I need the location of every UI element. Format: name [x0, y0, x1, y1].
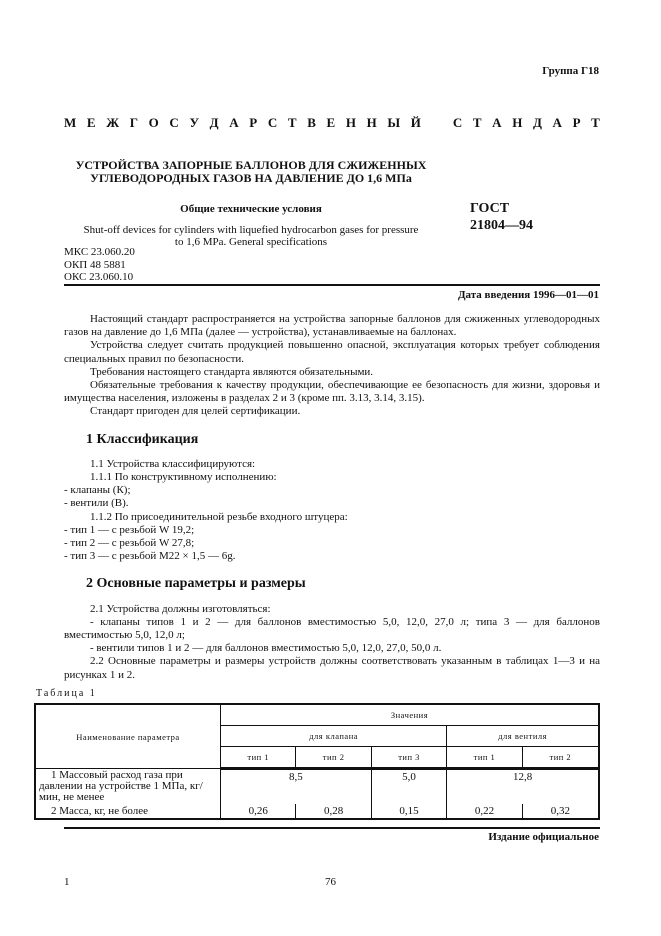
cell-value: 0,22 [447, 804, 522, 819]
table-label: Таблица 1 [36, 688, 97, 699]
oks-code: ОКС 23.060.10 [64, 271, 134, 283]
parameters-table [34, 703, 600, 820]
paragraph: Стандарт пригоден для целей сертификации. [90, 405, 301, 418]
banner-letter: Д [532, 115, 542, 130]
banner-letter: А [552, 115, 562, 130]
cell-value: 8,5 [221, 769, 372, 805]
values-header: Значения [221, 704, 600, 726]
banner-letter: В [307, 115, 316, 130]
classification-codes [64, 246, 135, 284]
list-item: - вентили типов 1 и 2 — для баллонов вместимостью 5,0, 12,0, 27,0, 50,0 л. [90, 642, 442, 655]
cell-value: 0,26 [221, 804, 296, 819]
banner-letter: Е [86, 115, 96, 130]
list-item: - тип 1 — с резьбой W 19,2; [64, 523, 195, 536]
footer-rule [64, 827, 600, 829]
banner-letter: Д [209, 115, 219, 130]
gost-number [470, 200, 533, 234]
paragraph: 1.1 Устройства классифицируются: [90, 457, 256, 470]
list-item: - тип 3 — с резьбой М22 × 1,5 — 6g. [64, 550, 236, 563]
banner-letter: Н [345, 115, 356, 130]
english-title [64, 224, 438, 248]
mks-code: МКС 23.060.20 [64, 246, 135, 258]
banner-letter: Т [472, 115, 482, 130]
banner-letter: Р [572, 115, 581, 130]
list-item: - вентили (В). [64, 497, 129, 510]
paragraph: 1.1.1 По конструктивному исполнению: [90, 471, 277, 484]
param-header: Наименование параметра [35, 704, 221, 769]
english-line: to 1,6 MPa. General specifications [174, 236, 328, 248]
edition-label: Издание официальное [488, 831, 599, 843]
banner-letter: Н [512, 115, 523, 130]
header-rule [64, 284, 600, 286]
banner-letter: Е [326, 115, 336, 130]
banner-letter: Г [129, 115, 139, 130]
section-heading: 2 Основные параметры и размеры [86, 576, 306, 592]
paragraph: Настоящий стандарт распространяется на устройства запорные баллонов для сжиженных углеводородных газов на давление до 1,6 МПа (далее — устройства), устанавливаемые на баллонах. [64, 313, 600, 339]
banner-letter: Н [366, 115, 377, 130]
banner-letter: А [492, 115, 502, 130]
cell-value: 0,15 [371, 804, 446, 819]
standard-banner [64, 115, 600, 131]
cell-value: 5,0 [371, 769, 446, 805]
page-number: 76 [325, 876, 336, 888]
banner-letter: Т [287, 115, 297, 130]
cell-value: 0,32 [522, 804, 599, 819]
group-code: Группа Г18 [542, 65, 599, 77]
paragraph: Устройства следует считать продукцией повышенно опасной, эксплуатация которых требует соблюдения специальных правил по безопасности. [64, 339, 600, 365]
title-line: УСТРОЙСТВА ЗАПОРНЫЕ БАЛЛОНОВ ДЛЯ СЖИЖЕННЫХ [75, 158, 427, 172]
document-title [64, 159, 438, 185]
type-header: тип 2 [296, 747, 371, 769]
list-item: - клапаны (К); [64, 484, 131, 497]
banner-letter: Й [410, 115, 421, 130]
cell-value: 0,28 [296, 804, 371, 819]
param-name: 1 Массовый расход газа при давлении на устройстве 1 МПа, кг/мин, не менее [35, 769, 221, 805]
banner-letter: Р [249, 115, 258, 130]
introduction-date: Дата введения 1996—01—01 [457, 289, 599, 301]
type-header: тип 2 [522, 747, 599, 769]
banner-letter: С [169, 115, 179, 130]
table-row [35, 804, 599, 819]
type-header: тип 1 [447, 747, 522, 769]
vent-header: для вентиля [447, 726, 599, 747]
type-header: тип 1 [221, 747, 296, 769]
title-line: УГЛЕВОДОРОДНЫХ ГАЗОВ НА ДАВЛЕНИЕ ДО 1,6 МПа [90, 171, 412, 185]
banner-letter: Т [591, 115, 600, 130]
english-line: Shut-off devices for cylinders with liquefied hydrocarbon gases for pressure [83, 224, 419, 236]
param-name: 2 Масса, кг, не более [35, 804, 221, 819]
footer-left-number: 1 [64, 876, 70, 888]
banner-letter: С [452, 115, 463, 130]
section-heading: 1 Классификация [86, 431, 199, 447]
banner-letter: С [267, 115, 278, 130]
banner-letter: М [64, 115, 77, 130]
banner-letter: А [229, 115, 239, 130]
banner-letter: У [189, 115, 199, 130]
type-header: тип 3 [371, 747, 446, 769]
banner-letter: Ж [106, 115, 120, 130]
gost-label: ГОСТ [470, 201, 510, 216]
banner-letter: Ы [387, 115, 401, 130]
paragraph: 2.1 Устройства должны изготовляться: [90, 602, 271, 615]
banner-letter: О [148, 115, 159, 130]
list-item: - тип 2 — с резьбой W 27,8; [64, 537, 195, 550]
paragraph: 2.2 Основные параметры и размеры устройств должны соответствовать указанным в таблицах 1—3 и на рисунках 1 и 2. [64, 655, 600, 681]
okp-code: ОКП 48 5881 [64, 258, 126, 271]
document-body [64, 313, 600, 682]
document-subtitle: Общие технические условия [180, 203, 322, 215]
table-row [35, 769, 599, 805]
paragraph: Требования настоящего стандарта являются обязательными. [90, 365, 374, 378]
valve-header: для клапана [221, 726, 447, 747]
paragraph: 1.1.2 По присоединительной резьбе входного штуцера: [90, 510, 348, 523]
gost-code: 21804—94 [470, 218, 533, 233]
cell-value: 12,8 [447, 769, 599, 805]
paragraph: Обязательные требования к качеству продукции, обеспечивающие ее безопасность для жизни, здоровья и имущества населения, изложены в разделах 2 и 3 (кроме пп. 3.13, 3.14, 3.15). [64, 379, 600, 405]
list-item: - клапаны типов 1 и 2 — для баллонов вместимостью 5,0, 12,0, 27,0 л; типа 3 — для баллонов вместимостью 5,0, 12,0 л; [64, 615, 600, 642]
